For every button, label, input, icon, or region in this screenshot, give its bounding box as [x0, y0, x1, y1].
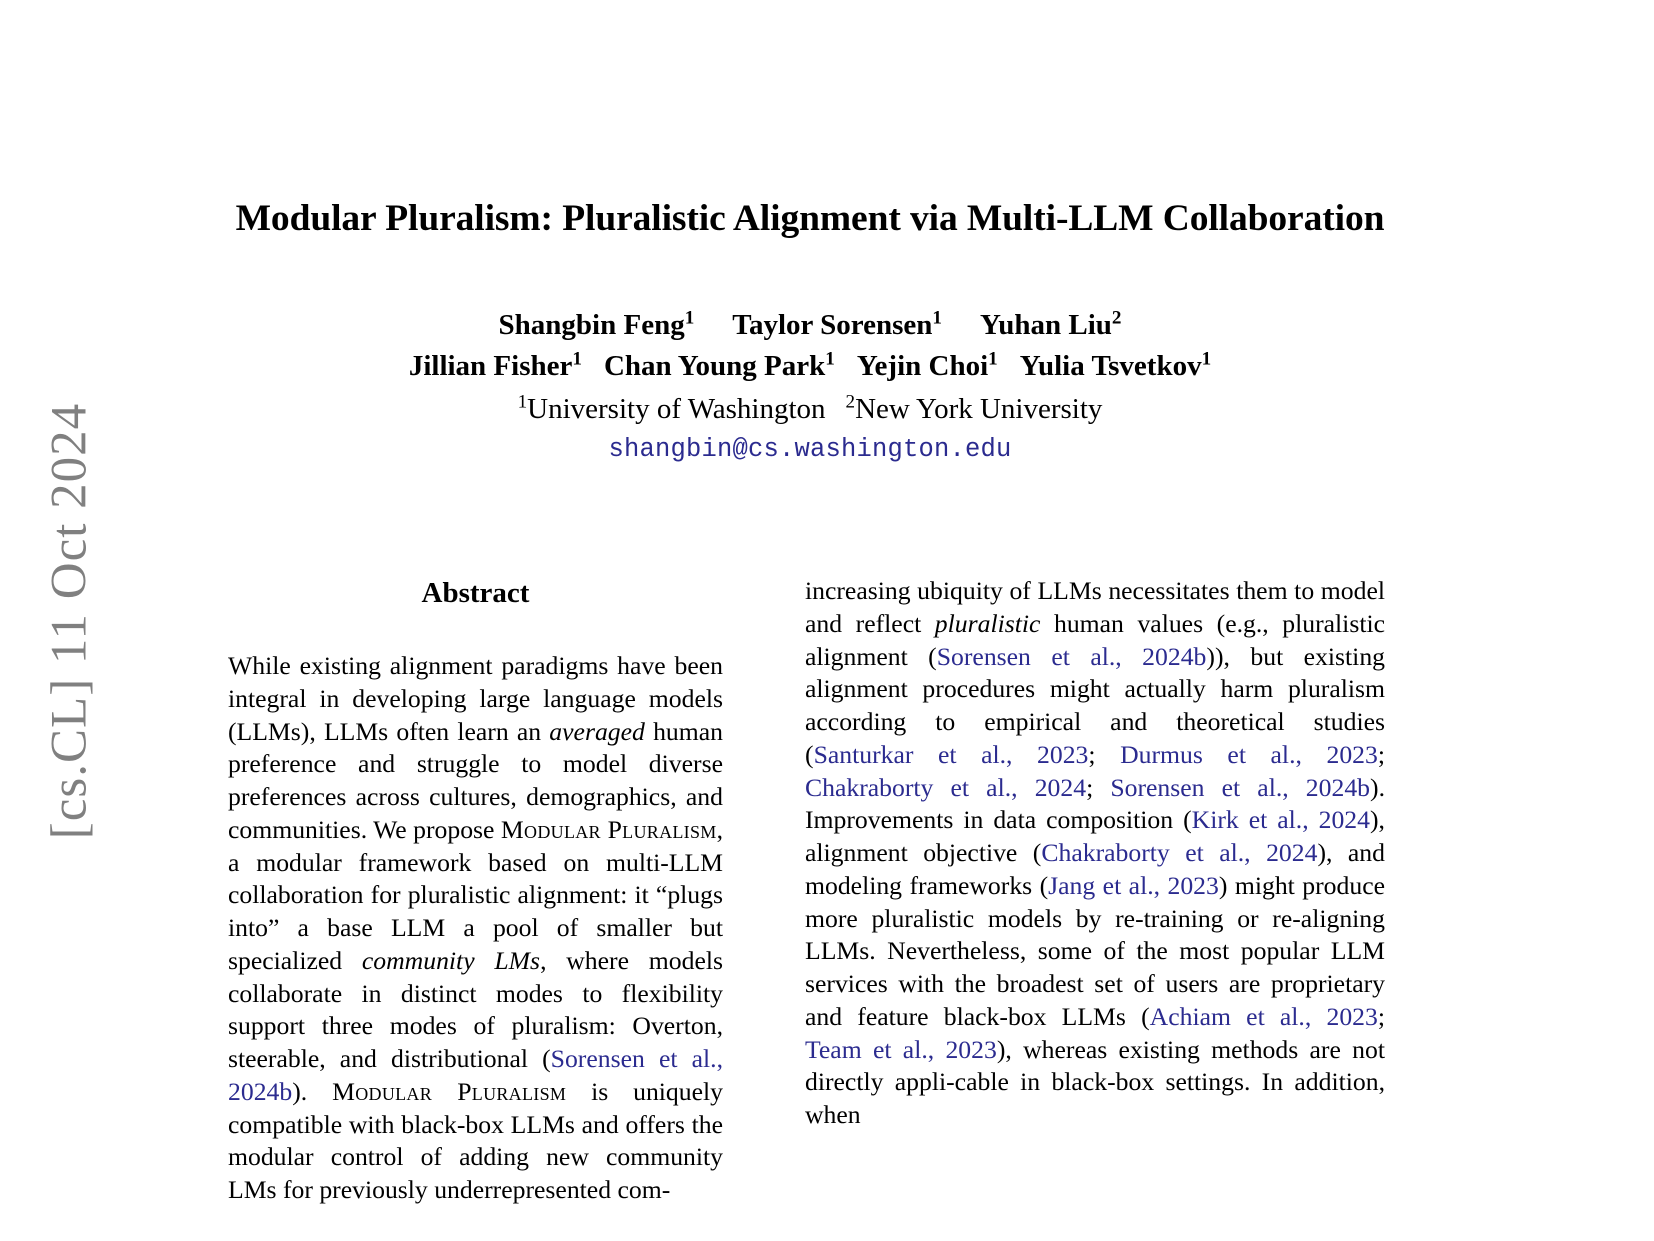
citation-link[interactable]: Chakraborty et al., 2024	[1041, 838, 1318, 868]
page-title: Modular Pluralism: Pluralistic Alignment via Multi-LLM Collaboration	[235, 198, 1385, 239]
body-text: increasing ubiquity of LLMs necessitates them to model and reflect	[805, 576, 1385, 638]
body-text: ;	[1088, 739, 1121, 769]
citation-link[interactable]: Durmus et al., 2023	[1120, 739, 1378, 769]
contact-email-link[interactable]: shangbin@cs.washington.edu	[608, 434, 1012, 464]
arxiv-stamp-text: [cs.CL] 11 Oct 2024	[41, 402, 98, 839]
body-text: ) might produce more pluralistic models by re-training or re-aligning LLMs. Nevertheless, some of the most popular LLM services with the broadest set of users are proprietary and feature black-box LLMs (	[805, 870, 1385, 1031]
author-name: Jillian Fisher$^1$	[408, 348, 582, 383]
body-text: )), but existing alignment procedures might actually harm pluralism according to empirical and theoretical studies (	[805, 641, 1386, 769]
author-name: Yejin Choi$^1$	[856, 348, 998, 383]
body-text: , where models collaborate in distinct modes to flexibility support three modes of pluralism: Overton, steerable, and distributional (	[228, 945, 723, 1074]
body-text: ), and modeling frameworks (	[805, 838, 1385, 900]
body-text: is uniquely compatible with black-box LLMs and offers the modular control of adding new community LMs for previously underrepresented com-	[228, 1076, 723, 1205]
affiliation-marker: 2	[845, 391, 856, 413]
affiliation-row	[180, 389, 1440, 430]
citation-link[interactable]: Sorensen et al., 2024b	[1110, 772, 1371, 802]
body-text: ). Improvements in data composition (	[805, 772, 1386, 835]
affiliation-marker: 1	[1201, 348, 1212, 370]
author-name: Yuhan Liu$^2$	[979, 307, 1122, 341]
affiliation-marker: 1	[572, 348, 582, 370]
author-name: Shangbin Feng$^1$	[498, 307, 695, 341]
body-text: ), whereas existing methods are not directly appli-cable in black-box settings. In addition, when	[805, 1034, 1385, 1130]
citation-link[interactable]: Jang et al., 2023	[1048, 870, 1219, 900]
body-text: ), alignment objective (	[805, 805, 1385, 868]
author-name: Chan Young Park$^1$	[603, 348, 835, 383]
affiliation: $^2$New York University	[845, 391, 1103, 426]
emphasis-text: averaged	[549, 716, 645, 746]
citation-link[interactable]: Sorensen et al., 2024b	[228, 1044, 723, 1106]
affiliation: $^1$University of Washington	[517, 391, 826, 426]
emphasis-text: pluralistic	[934, 608, 1041, 638]
abstract-column	[228, 575, 723, 1207]
system-name: Modular Pluralism	[332, 1076, 567, 1106]
body-text: human preference and struggle to model diverse preferences across cultures, demographics, and communities. We propose	[228, 716, 723, 844]
affiliation-marker: 1	[825, 348, 835, 370]
body-text: ).	[292, 1076, 333, 1106]
citation-link[interactable]: Sorensen et al., 2024b	[936, 641, 1207, 671]
citation-link[interactable]: Santurkar et al., 2023	[813, 739, 1089, 769]
arxiv-stamp	[0, 0, 140, 1241]
affiliation-marker: 1	[684, 307, 695, 329]
body-text: ;	[1086, 772, 1111, 802]
author-name: Taylor Sorensen$^1$	[732, 307, 942, 341]
affiliation-marker: 2	[1111, 307, 1122, 329]
emphasis-text: community LMs	[361, 945, 541, 975]
citation-link[interactable]: Achiam et al., 2023	[1149, 1001, 1378, 1031]
body-text: ;	[1377, 1001, 1385, 1031]
body-text: While existing alignment paradigms have been integral in developing large language models (LLMs), LLMs often learn an	[228, 650, 723, 746]
author-block	[180, 305, 1440, 464]
body-text: , a modular framework based on multi-LLM collaboration for pluralistic alignment: it “plugs into” a base LLM a pool of smaller but specialized	[228, 814, 723, 975]
affiliation-marker: 1	[932, 307, 942, 329]
body-text: ;	[1377, 739, 1385, 769]
system-name: Modular Pluralism	[500, 814, 717, 844]
citation-link[interactable]: Kirk et al., 2024	[1191, 805, 1370, 835]
abstract-body	[228, 650, 723, 1207]
body-text: human values (e.g., pluralistic alignment (	[805, 608, 1385, 671]
affiliation-marker: 1	[517, 391, 528, 413]
abstract-heading: Abstract	[421, 577, 530, 609]
citation-link[interactable]: Team et al., 2023	[805, 1034, 997, 1064]
affiliation-marker: 1	[988, 348, 998, 370]
introduction-column	[805, 575, 1385, 1132]
author-row-1	[180, 305, 1440, 346]
citation-link[interactable]: Chakraborty et al., 2024	[805, 772, 1087, 802]
abstract-paragraph	[228, 650, 723, 1207]
author-row-2	[180, 346, 1440, 387]
introduction-paragraph	[805, 575, 1385, 1132]
author-name: Yulia Tsvetkov$^1$	[1019, 348, 1212, 383]
introduction-body	[805, 575, 1385, 1132]
